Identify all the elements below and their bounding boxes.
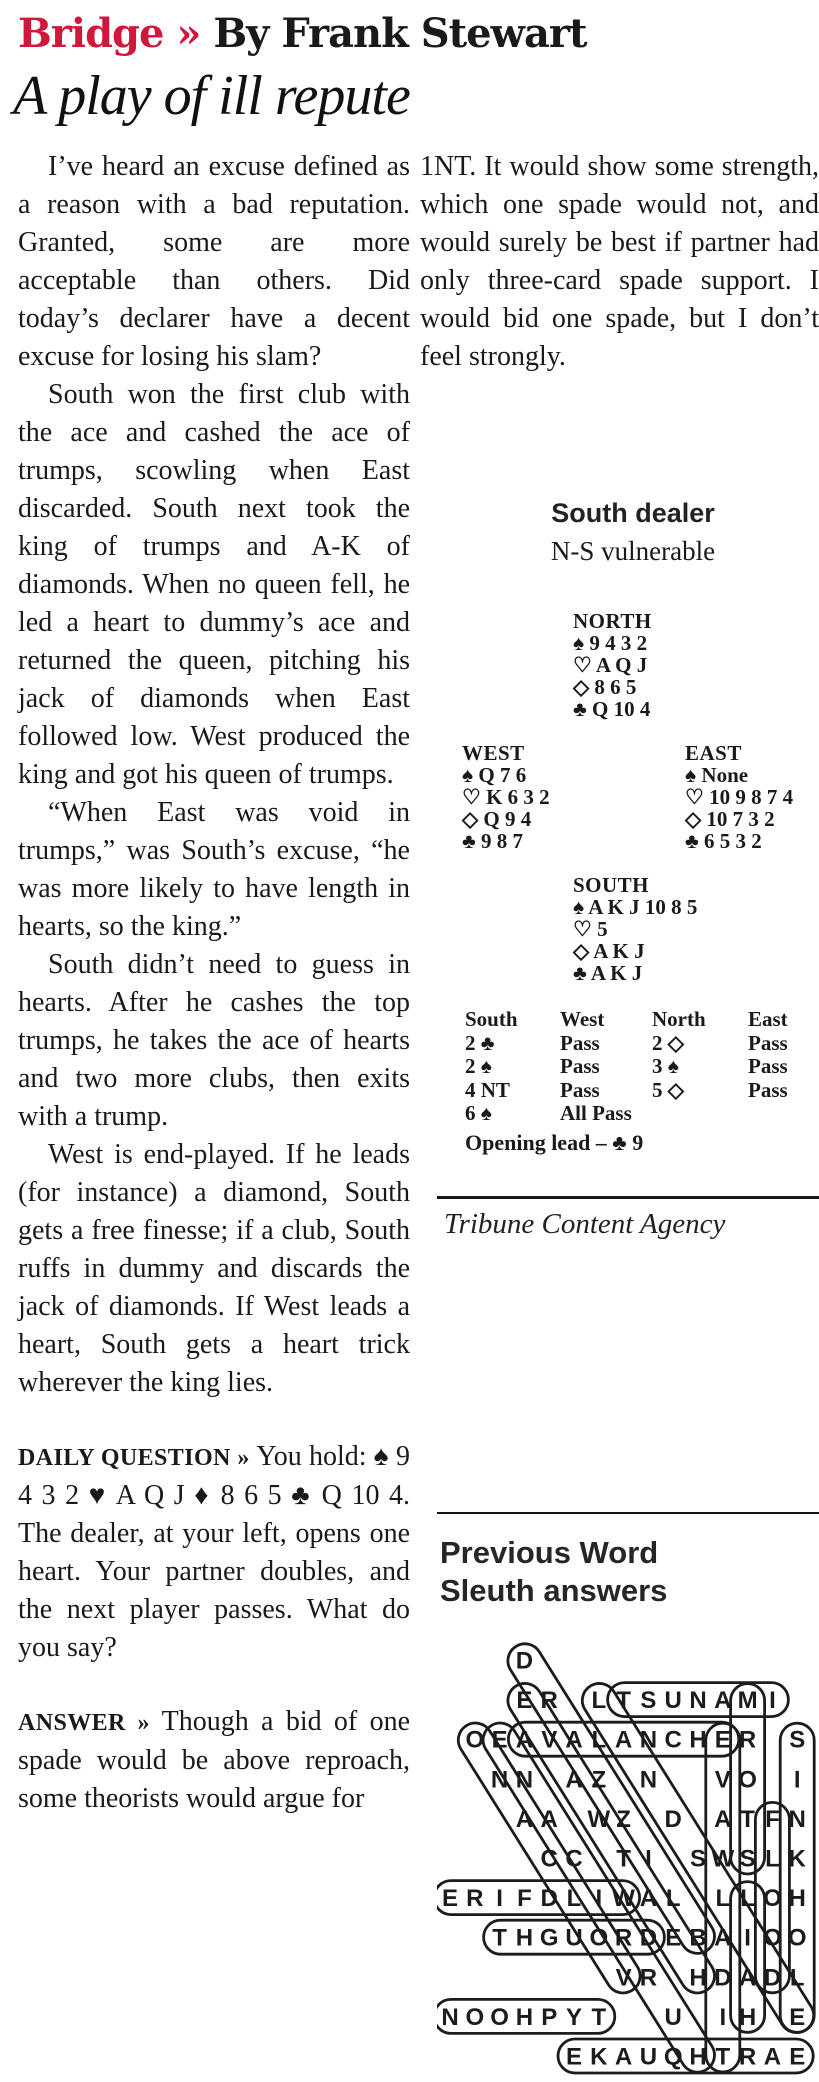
bidding-cell: Pass <box>560 1077 600 1102</box>
grid-letter: H <box>738 2003 757 2031</box>
grid-letter: I <box>595 1885 603 1913</box>
grid-letter: L <box>566 1885 582 1913</box>
grid-letter: T <box>715 2043 731 2071</box>
hand-label: WEST <box>462 741 525 765</box>
hand-south <box>573 874 697 984</box>
hand-suit-line: ♣ 6 5 3 2 <box>685 829 762 853</box>
grid-letter: N <box>515 1766 534 1794</box>
article-paragraph: “When East was void in trumps,” was South’s excuse, “he was more likely to have length in hearts, so the king.” <box>18 797 410 942</box>
paragraph-lead-in: DAILY QUESTION » <box>18 1445 257 1471</box>
grid-letter: T <box>616 1687 631 1715</box>
grid-letter: I <box>744 1924 751 1952</box>
grid-letter: L <box>665 1885 681 1913</box>
grid-letter: O <box>763 1924 782 1952</box>
grid-letter: L <box>789 1964 805 1992</box>
grid-letter: A <box>614 1726 633 1754</box>
grid-letter: R <box>614 1924 633 1952</box>
grid-letter: D <box>714 1964 732 1992</box>
grid-letter: E <box>789 2043 806 2071</box>
hand-label: EAST <box>685 741 742 765</box>
grid-letter: H <box>689 1964 707 1992</box>
grid-letter: U <box>664 2003 682 2031</box>
grid-letter: K <box>788 1845 806 1873</box>
bidding-cell: 2 ◇ <box>652 1030 684 1055</box>
hand-west <box>462 742 550 852</box>
hand-suit-line: ◇ 10 7 3 2 <box>685 807 775 831</box>
bidding-cell: Pass <box>748 1054 788 1078</box>
hand-label: NORTH <box>573 609 652 633</box>
grid-letter: U <box>565 1924 583 1952</box>
grid-letter: I <box>769 1687 776 1715</box>
grid-letter: I <box>496 1885 503 1913</box>
grid-letter: O <box>589 1924 609 1952</box>
section-separator-icon: » <box>176 10 201 57</box>
grid-letter: T <box>591 2003 607 2031</box>
grid-letter: V <box>615 1964 632 1992</box>
article-right-column <box>420 148 819 376</box>
grid-letter: A <box>515 1805 534 1833</box>
article-paragraph: South won the first club with the ace and cashed the ace of trumps, scowling when East discarded. South next took the king of trumps and A-K of diamonds. When no queen fell, he led a heart to dummy’s ace and returned the queen, pitching his jack of diamonds when East followed low. West produced the king and got his queen of trumps. <box>18 379 410 790</box>
grid-letter: N <box>689 1687 707 1715</box>
grid-letter: L <box>591 1726 607 1754</box>
hand-suit-line: ♣ 9 8 7 <box>462 829 524 853</box>
hand-north <box>573 610 652 720</box>
grid-letter: S <box>640 1687 657 1715</box>
hand-suit-line: ◇ 8 6 5 <box>573 675 637 699</box>
grid-letter: E <box>789 2003 806 2031</box>
bidding-cell: 3 ♠ <box>652 1054 679 1078</box>
grid-letter: T <box>492 1924 507 1952</box>
grid-letter: H <box>515 1924 534 1952</box>
grid-letter: E <box>665 1924 682 1952</box>
grid-letter: E <box>491 1726 508 1754</box>
hand-suit-line: ♠ Q 7 6 <box>462 763 527 787</box>
grid-letter: L <box>740 1885 755 1913</box>
bidding-cell: 5 ◇ <box>652 1077 684 1102</box>
grid-letter: N <box>639 1766 658 1794</box>
bidding-cell: East <box>748 1007 788 1031</box>
hand-suit-line: ◇ Q 9 4 <box>462 807 532 831</box>
deal-dealer-label: South dealer <box>551 498 715 528</box>
article-paragraph: South didn’t need to guess in hearts. After he cashes the top trumps, he takes the ace of hearts and two more clubs, then exits with a trump. <box>18 949 410 1132</box>
grid-letter: E <box>565 2043 583 2071</box>
grid-letter: C <box>565 1845 583 1873</box>
article-paragraph: I’ve heard an excuse defined as a reason with a bad reputation. Granted, some are more acceptable than others. Did today’s declarer have a decent excuse for losing his slam? <box>18 151 410 372</box>
grid-letter: H <box>788 1885 806 1913</box>
grid-letter: W <box>587 1805 611 1833</box>
grid-letter: H <box>689 1726 707 1754</box>
grid-letter: O <box>738 1766 757 1794</box>
grid-letter: A <box>714 1924 732 1952</box>
grid-letter: D <box>639 1924 658 1952</box>
bidding-cell <box>652 1102 748 1126</box>
grid-letter: T <box>616 1845 631 1873</box>
bidding-cell: 2 ♠ <box>465 1054 492 1078</box>
hand-label: SOUTH <box>573 873 650 897</box>
grid-letter: R <box>639 1964 658 1992</box>
grid-letter: O <box>490 2003 509 2031</box>
bidding-cell: 2 ♣ <box>465 1030 495 1055</box>
grid-letter: O <box>763 1885 782 1913</box>
grid-letter: O <box>465 1726 485 1754</box>
section-header <box>18 10 586 57</box>
bidding-table <box>465 1008 819 1126</box>
grid-letter: D <box>540 1885 558 1913</box>
hand-suit-line: ♡ K 6 3 2 <box>462 785 550 809</box>
section-title: Bridge <box>18 10 164 57</box>
bidding-cell: South <box>465 1007 518 1031</box>
grid-letter: F <box>517 1885 532 1913</box>
bidding-cell: 4 NT <box>465 1077 510 1102</box>
bidding-cell: Pass <box>560 1030 600 1055</box>
grid-letter: L <box>591 1687 607 1715</box>
grid-letter: K <box>590 2043 608 2071</box>
grid-letter: I <box>719 2003 727 2031</box>
grid-letter: H <box>515 2003 534 2031</box>
grid-letter: E <box>516 1687 533 1715</box>
hand-east <box>685 742 793 852</box>
article-headline: A play of ill repute <box>13 65 410 127</box>
hand-suit-line: ♣ A K J <box>573 961 643 985</box>
grid-letter: D <box>763 1964 782 1992</box>
grid-letter: E <box>441 1885 459 1913</box>
grid-letter: W <box>612 1885 635 1913</box>
article-paragraph: West is end-played. If he leads (for instance) a diamond, South gets a free finesse; if a club, South ruffs in dummy and discards the jack of diamonds. If West leads a heart, South gets a heart trick wherever the king lies. <box>18 1139 410 1398</box>
hand-suit-line: ♠ None <box>685 763 749 787</box>
opening-lead: Opening lead – ♣ 9 <box>465 1130 644 1155</box>
grid-letter: W <box>711 1845 735 1873</box>
bidding-cell: All Pass <box>560 1101 632 1125</box>
divider-rule <box>437 1196 819 1199</box>
grid-letter: B <box>689 1924 707 1952</box>
grid-letter: N <box>639 1726 658 1754</box>
grid-letter: V <box>541 1726 558 1754</box>
divider-rule <box>437 1512 819 1514</box>
grid-letter: G <box>539 1924 559 1952</box>
grid-letter: A <box>515 1726 534 1754</box>
grid-letter: D <box>515 1647 534 1675</box>
grid-letter: P <box>541 2003 558 2031</box>
hand-suit-line: ♠ 9 4 3 2 <box>573 631 648 655</box>
hand-suit-line: ♡ 5 <box>573 917 608 941</box>
hand-suit-line: ♠ A K J 10 8 5 <box>573 895 698 919</box>
grid-letter: R <box>466 1885 484 1913</box>
grid-letter: A <box>565 1766 583 1794</box>
grid-letter: A <box>714 1805 732 1833</box>
grid-letter: L <box>765 1845 780 1873</box>
article-paragraph: ANSWER » Though a bid of one spade would be above reproach, some theorists would argue for <box>18 1706 411 1814</box>
grid-letter: Q <box>663 2043 683 2071</box>
grid-letter: M <box>737 1687 758 1715</box>
grid-letter: A <box>565 1726 583 1754</box>
grid-letter: A <box>763 2043 782 2071</box>
grid-letter: T <box>740 1805 755 1833</box>
grid-letter: Y <box>565 2003 583 2031</box>
word-sleuth-heading: Previous Word Sleuth answers <box>440 1535 668 1608</box>
grid-letter: N <box>490 1766 509 1794</box>
article-paragraph: DAILY QUESTION » You hold: ♠ 9 4 3 2 ♥ A Q J ♦ 8 6 5 ♣ Q 10 4. The dealer, at your left, opens one heart. Your partner doubles, and the next player passes. What do you say? <box>18 1441 410 1663</box>
grid-letter: E <box>714 1726 731 1754</box>
grid-letter: S <box>689 1845 707 1873</box>
hand-suit-line: ♡ A Q J <box>573 653 648 677</box>
grid-letter: D <box>664 1805 682 1833</box>
grid-letter: U <box>639 2043 658 2071</box>
grid-letter: A <box>738 1964 757 1992</box>
grid-letter: R <box>540 1687 558 1715</box>
deal-vulnerability: N-S vulnerable <box>550 536 716 566</box>
bidding-cell: West <box>560 1007 605 1031</box>
article-left-column <box>18 148 410 1818</box>
bidding-cell: North <box>652 1007 706 1031</box>
bidding-cell: Pass <box>748 1077 788 1102</box>
grid-letter: I <box>793 1766 801 1794</box>
agency-credit: Tribune Content Agency <box>444 1208 726 1240</box>
grid-letter: N <box>441 2003 459 2031</box>
grid-letter: A <box>614 2043 633 2071</box>
grid-letter: O <box>465 2003 485 2031</box>
grid-letter: V <box>714 1766 731 1794</box>
grid-letter: C <box>664 1726 682 1754</box>
grid-letter: A <box>540 1805 558 1833</box>
grid-letter: O <box>787 1924 807 1952</box>
bidding-cell: Pass <box>560 1054 600 1078</box>
grid-letter: S <box>739 1845 756 1873</box>
grid-letter: A <box>639 1885 658 1913</box>
paragraph-lead-in: ANSWER » <box>18 1710 162 1736</box>
grid-letter: I <box>645 1845 652 1873</box>
grid-letter: H <box>689 2043 707 2071</box>
grid-letter: N <box>788 1805 806 1833</box>
grid-letter: F <box>765 1805 780 1833</box>
grid-letter: R <box>738 1726 757 1754</box>
grid-letter: Z <box>591 1766 607 1794</box>
byline: By Frank Stewart <box>213 10 587 57</box>
grid-letter: A <box>714 1687 732 1715</box>
grid-letter: Z <box>616 1805 631 1833</box>
word-sleuth-puzzle <box>437 1640 819 2082</box>
article-paragraph: 1NT. It would show some strength, which one spade would not, and would surely be best if partner had only three-card spade support. I would bid one spade, but I don’t feel strongly. <box>420 151 819 372</box>
grid-letter: S <box>789 1726 806 1754</box>
bidding-cell: Pass <box>748 1030 788 1055</box>
bidding-cell <box>748 1102 819 1126</box>
bidding-cell: 6 ♠ <box>465 1101 492 1125</box>
grid-letter: L <box>715 1885 731 1913</box>
grid-letter: R <box>738 2043 757 2071</box>
hand-suit-line: ◇ A K J <box>573 939 645 963</box>
hand-suit-line: ♡ 10 9 8 7 4 <box>685 785 794 809</box>
grid-letter: U <box>664 1687 682 1715</box>
grid-letter: C <box>540 1845 558 1873</box>
hand-suit-line: ♣ Q 10 4 <box>573 697 651 721</box>
